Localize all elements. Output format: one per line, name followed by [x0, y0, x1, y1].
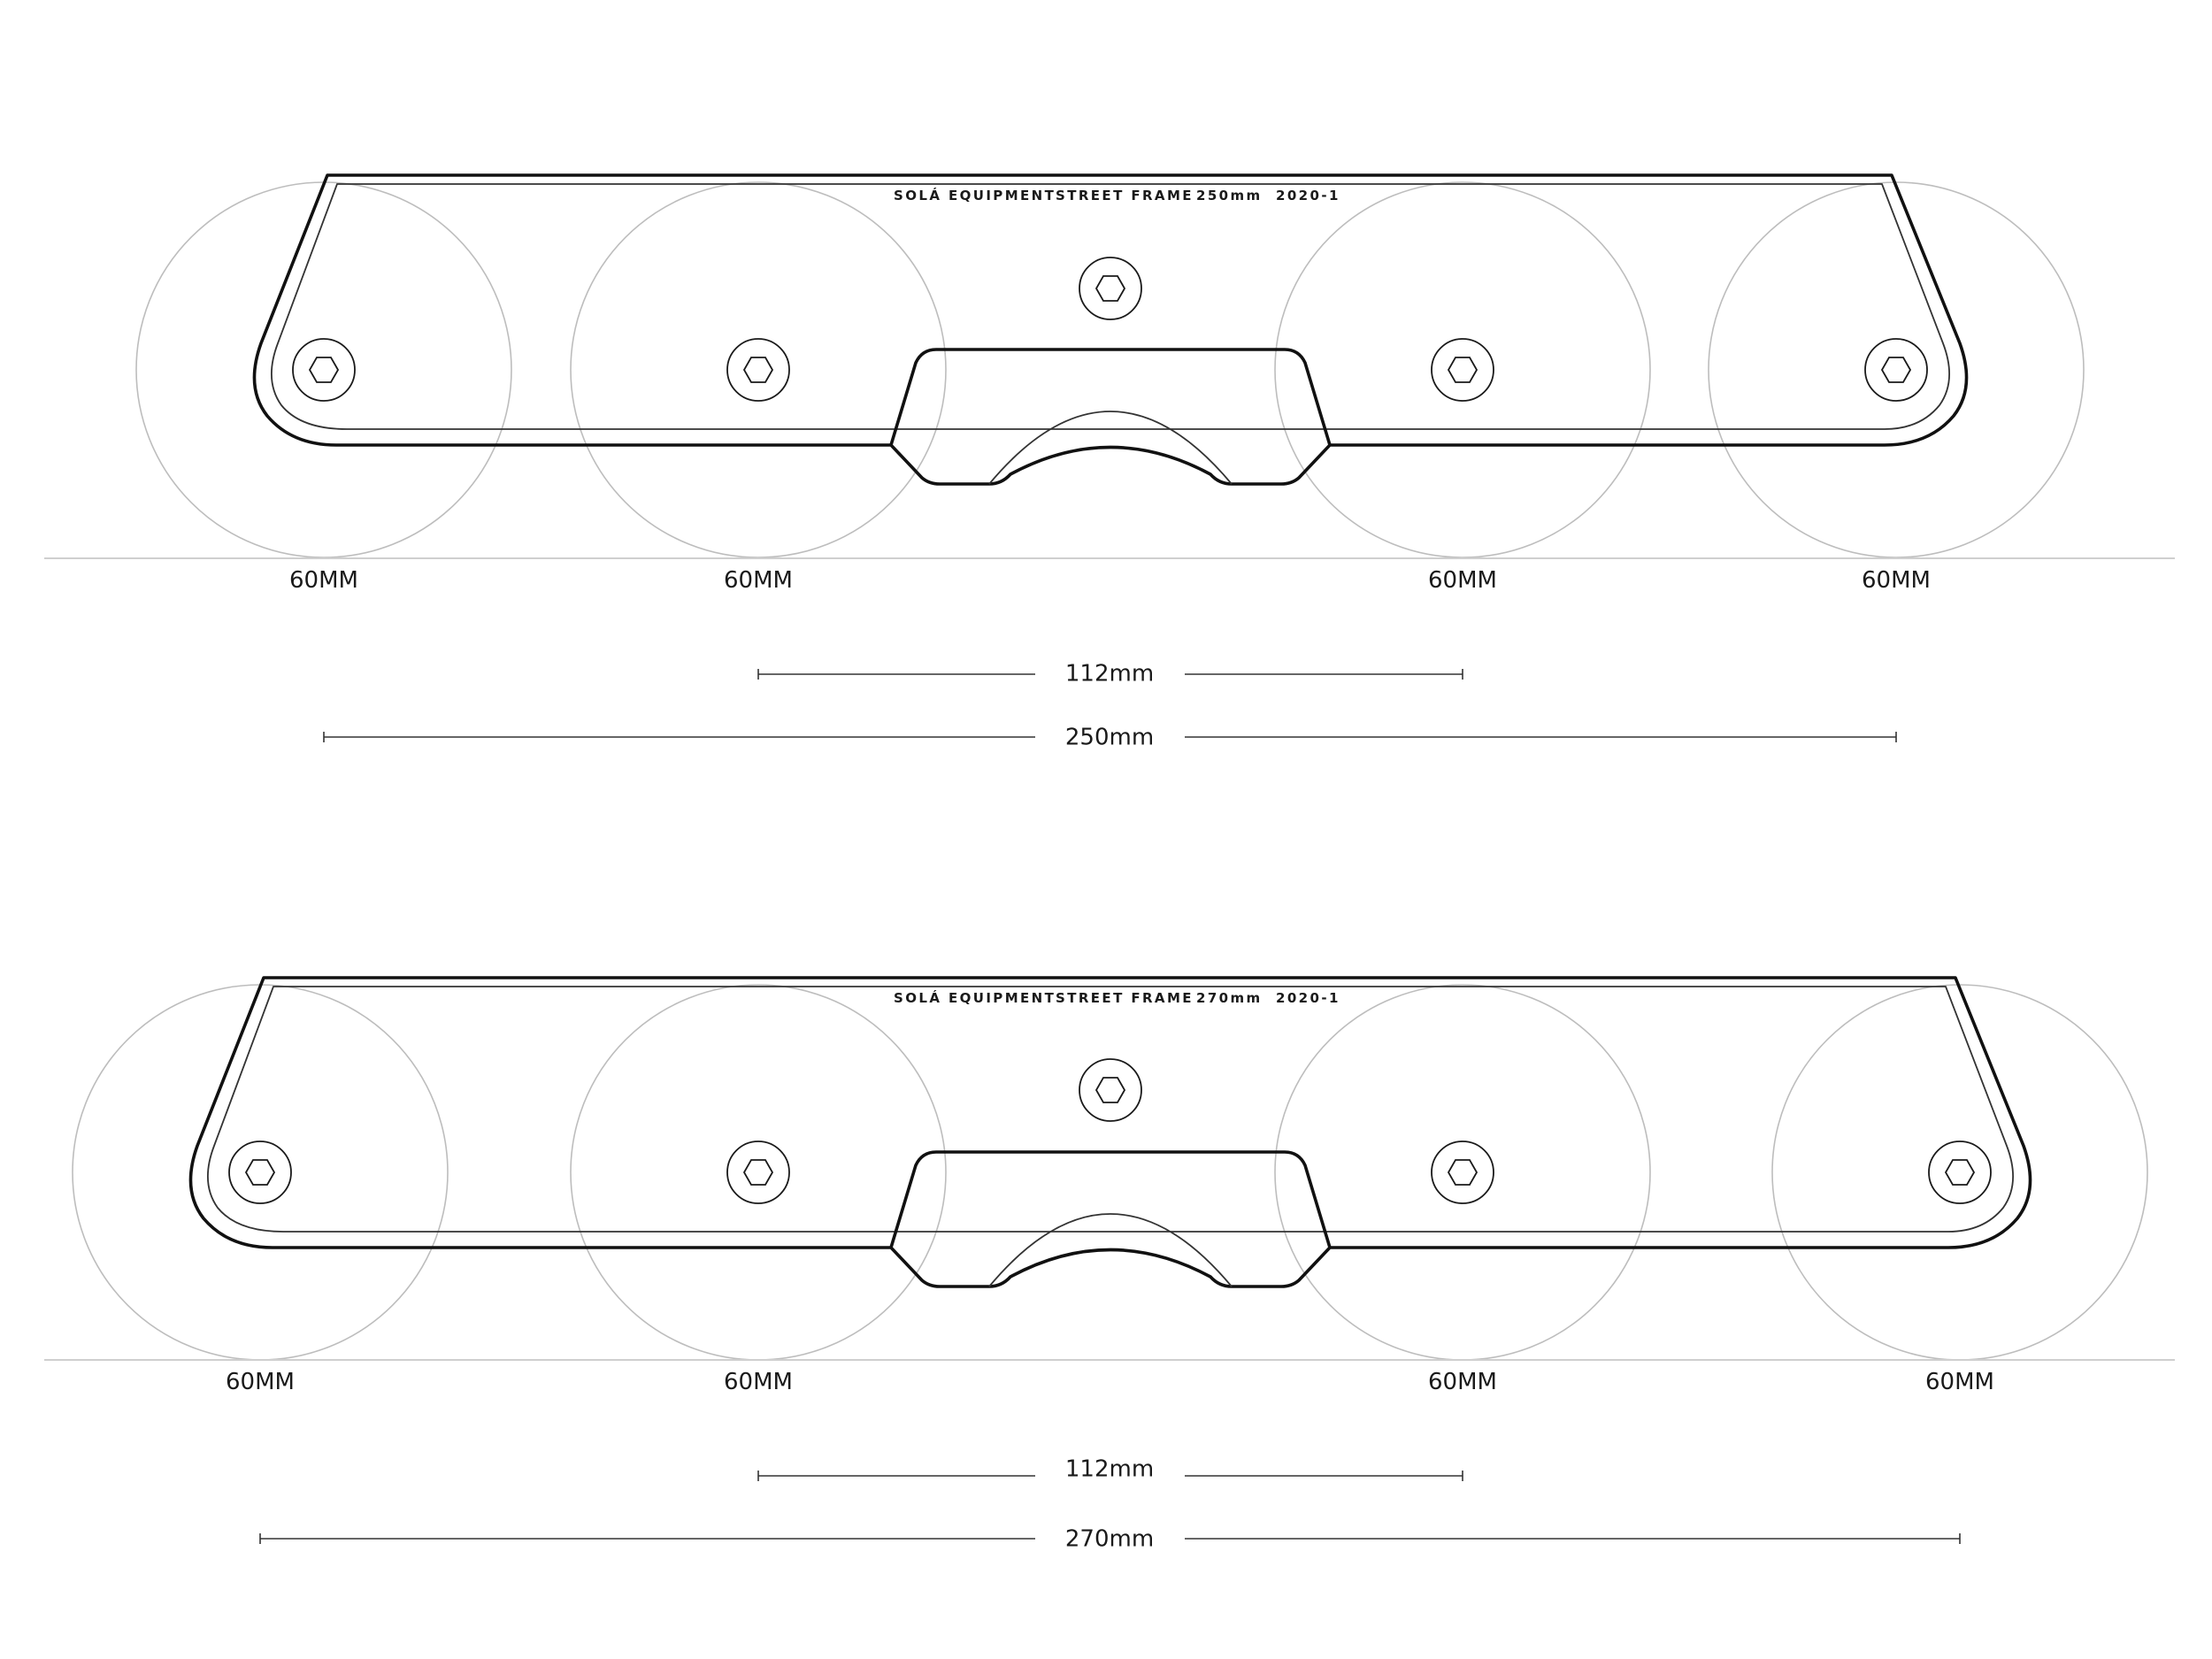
bolt-icon: [1079, 1059, 1141, 1121]
dimension-overall-label: 270mm: [1064, 1525, 1155, 1553]
engraving-brand: SOLÁ EQUIPMENT: [894, 990, 1056, 1006]
engraving-year: 2020-1: [1276, 990, 1340, 1006]
wheel-size-label: 60MM: [289, 567, 358, 594]
bolt-icon: [1865, 339, 1927, 401]
engraving-size: 270mm: [1196, 990, 1263, 1006]
wheel-size-label: 60MM: [724, 567, 793, 594]
wheel-size-label: 60MM: [724, 1369, 793, 1395]
dimension-overall: [260, 1526, 1960, 1553]
frame-cutout: [891, 349, 1330, 445]
wheel-size-label: 60MM: [1925, 1369, 1994, 1395]
frame-outline: [190, 978, 2030, 1286]
dimension-inner-label: 112mm: [1064, 1455, 1155, 1483]
engraving-brand: SOLÁ EQUIPMENT: [894, 188, 1056, 204]
bolt-icon: [1432, 1141, 1494, 1203]
bolt-icon: [293, 339, 355, 401]
engraving-model: STREET FRAME: [1056, 990, 1194, 1006]
wheel-size-label: 60MM: [226, 1369, 295, 1395]
dimension-overall: [324, 725, 1896, 751]
frame-outline: [254, 175, 1966, 484]
bolt-icon: [727, 1141, 789, 1203]
bolt-icon: [1432, 339, 1494, 401]
frame-cutout: [891, 1152, 1330, 1248]
bolt-icon: [727, 339, 789, 401]
dimension-inner-label: 112mm: [1064, 660, 1155, 687]
engraving-model: STREET FRAME: [1056, 188, 1194, 204]
frame-270-drawing: [44, 978, 2175, 1553]
frame-250-drawing: [44, 175, 2175, 751]
engraving-year: 2020-1: [1276, 188, 1340, 204]
engraving-size: 250mm: [1196, 188, 1263, 204]
dimension-overall-label: 250mm: [1064, 724, 1155, 751]
wheel-size-label: 60MM: [1428, 1369, 1497, 1395]
dimension-inner: [758, 661, 1463, 687]
wheel-size-label: 60MM: [1862, 567, 1931, 594]
wheel-size-label: 60MM: [1428, 567, 1497, 594]
bolt-icon: [1929, 1141, 1991, 1203]
bolt-icon: [229, 1141, 291, 1203]
dimension-inner: [758, 1456, 1463, 1483]
bolt-icon: [1079, 257, 1141, 319]
